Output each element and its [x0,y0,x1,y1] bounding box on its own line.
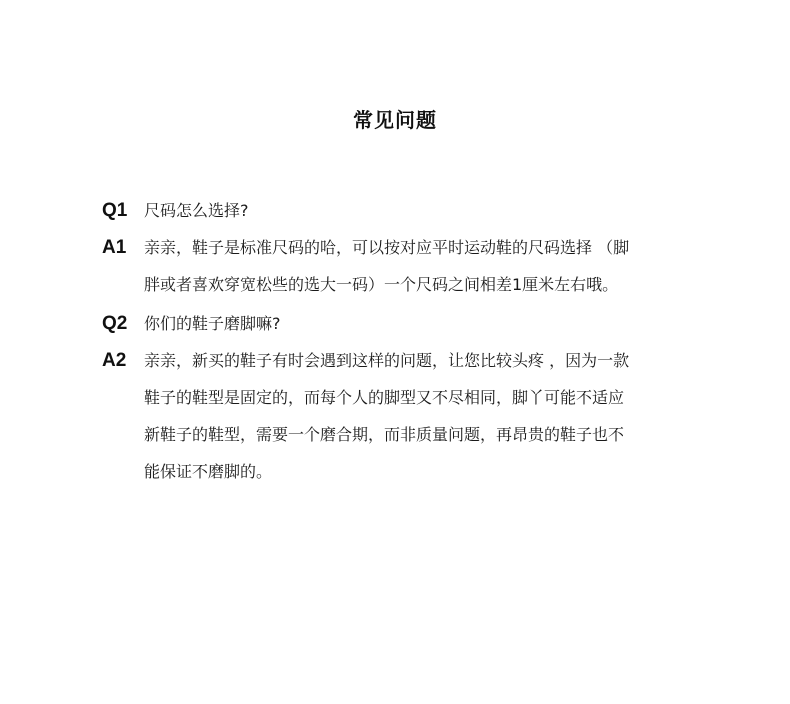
question-tag: Q2 [102,313,128,334]
faq-list [102,192,702,492]
faq-answer-2 [102,342,702,490]
faq-question-1 [102,192,702,229]
answer-line: 亲亲，鞋子是标准尺码的哈，可以按对应平时运动鞋的尺码选择 （脚 [144,238,630,257]
answer-line: 鞋子的鞋型是固定的，而每个人的脚型又不尽相同，脚丫可能不适应 [144,388,625,407]
faq-answer-1 [102,229,702,303]
faq-question-2 [102,305,702,342]
answer-text [144,229,702,303]
question-tag: Q1 [102,200,128,221]
answer-line: 能保证不磨脚的。 [144,462,273,481]
question-text: 你们的鞋子磨脚嘛? [144,314,281,333]
answer-text [144,342,702,490]
answer-line: 胖或者喜欢穿宽松些的选大一码）一个尺码之间相差1厘米左右哦。 [144,275,619,294]
page-title: 常见问题 [353,108,437,132]
answer-tag: A1 [102,237,127,258]
answer-tag: A2 [102,350,127,371]
answer-line: 新鞋子的鞋型，需要一个磨合期，而非质量问题，再昂贵的鞋子也不 [144,425,625,444]
question-text: 尺码怎么选择? [144,201,249,220]
answer-line: 亲亲，新买的鞋子有时会遇到这样的问题，让您比较头疼 ，因为一款 [144,351,630,370]
